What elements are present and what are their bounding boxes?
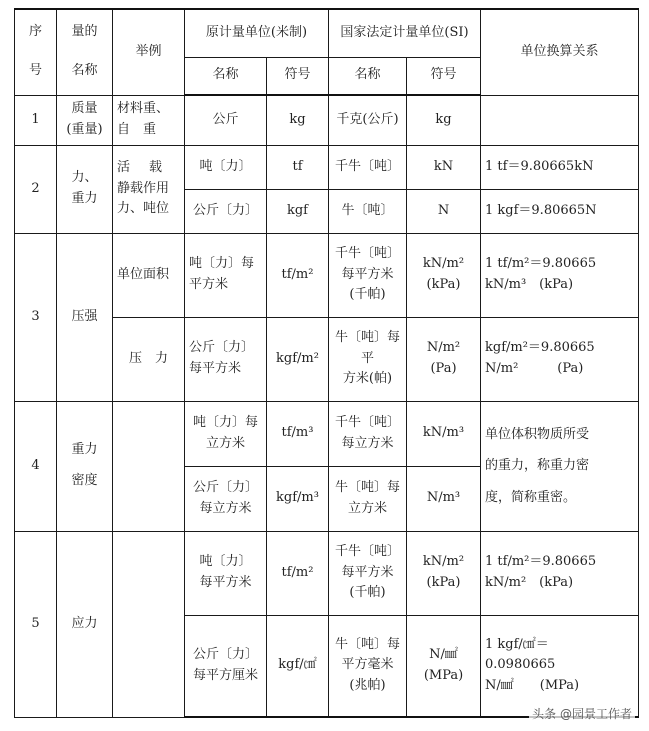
row-example: 压 力 (113, 317, 185, 401)
si-unit-symbol: kN (407, 145, 481, 189)
si-unit-symbol: N/m² (Pa) (407, 317, 481, 401)
row-quantity: 压强 (57, 233, 113, 401)
table-row (15, 531, 639, 615)
header-seq: 序 号 (15, 9, 57, 95)
conversion-cell (481, 95, 639, 145)
si-unit-symbol: N (407, 189, 481, 233)
conversion-cell: 1 tf＝9.80665kN (481, 145, 639, 189)
row-quantity: 应力 (57, 531, 113, 717)
header-old-unit: 原计量单位(米制) (185, 9, 329, 57)
conversion-cell: 1 kgf/㎠＝ 0.0980665 N/㎟ (MPa) (481, 615, 639, 717)
old-unit-name: 吨〔力〕 (185, 145, 267, 189)
si-unit-name: 牛〔吨〕 (329, 189, 407, 233)
si-unit-name: 牛〔吨〕每 立方米 (329, 466, 407, 531)
si-unit-symbol: N/㎟ (MPa) (407, 615, 481, 717)
row-example: 材料重、 自 重 (113, 95, 185, 145)
table-row (15, 95, 639, 145)
row-quantity: 质量 (重量) (57, 95, 113, 145)
old-unit-symbol: kgf/m² (267, 317, 329, 401)
old-unit-name: 公斤〔力〕 (185, 189, 267, 233)
si-unit-name: 千牛〔吨〕 每立方米 (329, 401, 407, 466)
header-quantity: 量的 名称 (57, 9, 113, 95)
row-example (113, 531, 185, 717)
conversion-cell: 1 tf/m²＝9.80665 kN/m³ (kPa) (481, 233, 639, 317)
header-conversion: 单位换算关系 (481, 9, 639, 95)
si-unit-name: 千克(公斤) (329, 95, 407, 145)
header-old-name: 名称 (185, 57, 267, 95)
row-seq: 3 (15, 233, 57, 401)
old-unit-symbol: tf/m³ (267, 401, 329, 466)
header-si-unit: 国家法定计量单位(SI) (329, 9, 481, 57)
header-old-symbol: 符号 (267, 57, 329, 95)
old-unit-symbol: kgf/㎠ (267, 615, 329, 717)
old-unit-symbol: kgf (267, 189, 329, 233)
old-unit-symbol: tf/m² (267, 531, 329, 615)
row-quantity: 力、 重力 (57, 145, 113, 233)
row-seq: 1 (15, 95, 57, 145)
table-row (15, 233, 639, 317)
conversion-cell: 单位体积物质所受 的重力，称重力密 度，简称重密。 (481, 401, 639, 531)
old-unit-name: 吨〔力〕每 立方米 (185, 401, 267, 466)
row-quantity: 重力 密度 (57, 401, 113, 531)
conversion-cell: 1 kgf＝9.80665N (481, 189, 639, 233)
row-seq: 2 (15, 145, 57, 233)
si-unit-name: 牛〔吨〕每 平方毫米 (兆帕) (329, 615, 407, 717)
si-unit-symbol: kN/m² (kPa) (407, 233, 481, 317)
header-example: 举例 (113, 9, 185, 95)
si-unit-symbol: kN/m³ (407, 401, 481, 466)
si-unit-name: 牛〔吨〕每 平 方米(帕) (329, 317, 407, 401)
old-unit-name: 公斤〔力〕 每平方米 (185, 317, 267, 401)
si-unit-symbol: kg (407, 95, 481, 145)
old-unit-symbol: tf/m² (267, 233, 329, 317)
table-row (15, 401, 639, 466)
si-unit-name: 千牛〔吨〕 每平方米 (千帕) (329, 233, 407, 317)
table-row (15, 145, 639, 189)
si-unit-name: 千牛〔吨〕 (329, 145, 407, 189)
row-seq: 4 (15, 401, 57, 531)
watermark: 头条 @园景工作者 (529, 704, 635, 723)
row-seq: 5 (15, 531, 57, 717)
si-unit-symbol: N/m³ (407, 466, 481, 531)
old-unit-name: 吨〔力〕每 平方米 (185, 233, 267, 317)
old-unit-symbol: kgf/m³ (267, 466, 329, 531)
header-si-symbol: 符号 (407, 57, 481, 95)
header-row-1 (15, 9, 639, 57)
header-si-name: 名称 (329, 57, 407, 95)
row-example: 活 载 静载作用 力、吨位 (113, 145, 185, 233)
si-unit-name: 千牛〔吨〕 每平方米 (千帕) (329, 531, 407, 615)
old-unit-name: 公斤〔力〕 每立方米 (185, 466, 267, 531)
old-unit-symbol: tf (267, 145, 329, 189)
old-unit-symbol: kg (267, 95, 329, 145)
conversion-cell: kgf/m²＝9.80665 N/m² (Pa) (481, 317, 639, 401)
row-example (113, 401, 185, 531)
old-unit-name: 公斤〔力〕 每平方厘米 (185, 615, 267, 717)
old-unit-name: 吨〔力〕 每平方米 (185, 531, 267, 615)
unit-conversion-table (14, 8, 639, 718)
old-unit-name: 公斤 (185, 95, 267, 145)
row-example: 单位面积 (113, 233, 185, 317)
conversion-cell: 1 tf/m²＝9.80665 kN/m² (kPa) (481, 531, 639, 615)
si-unit-symbol: kN/m² (kPa) (407, 531, 481, 615)
